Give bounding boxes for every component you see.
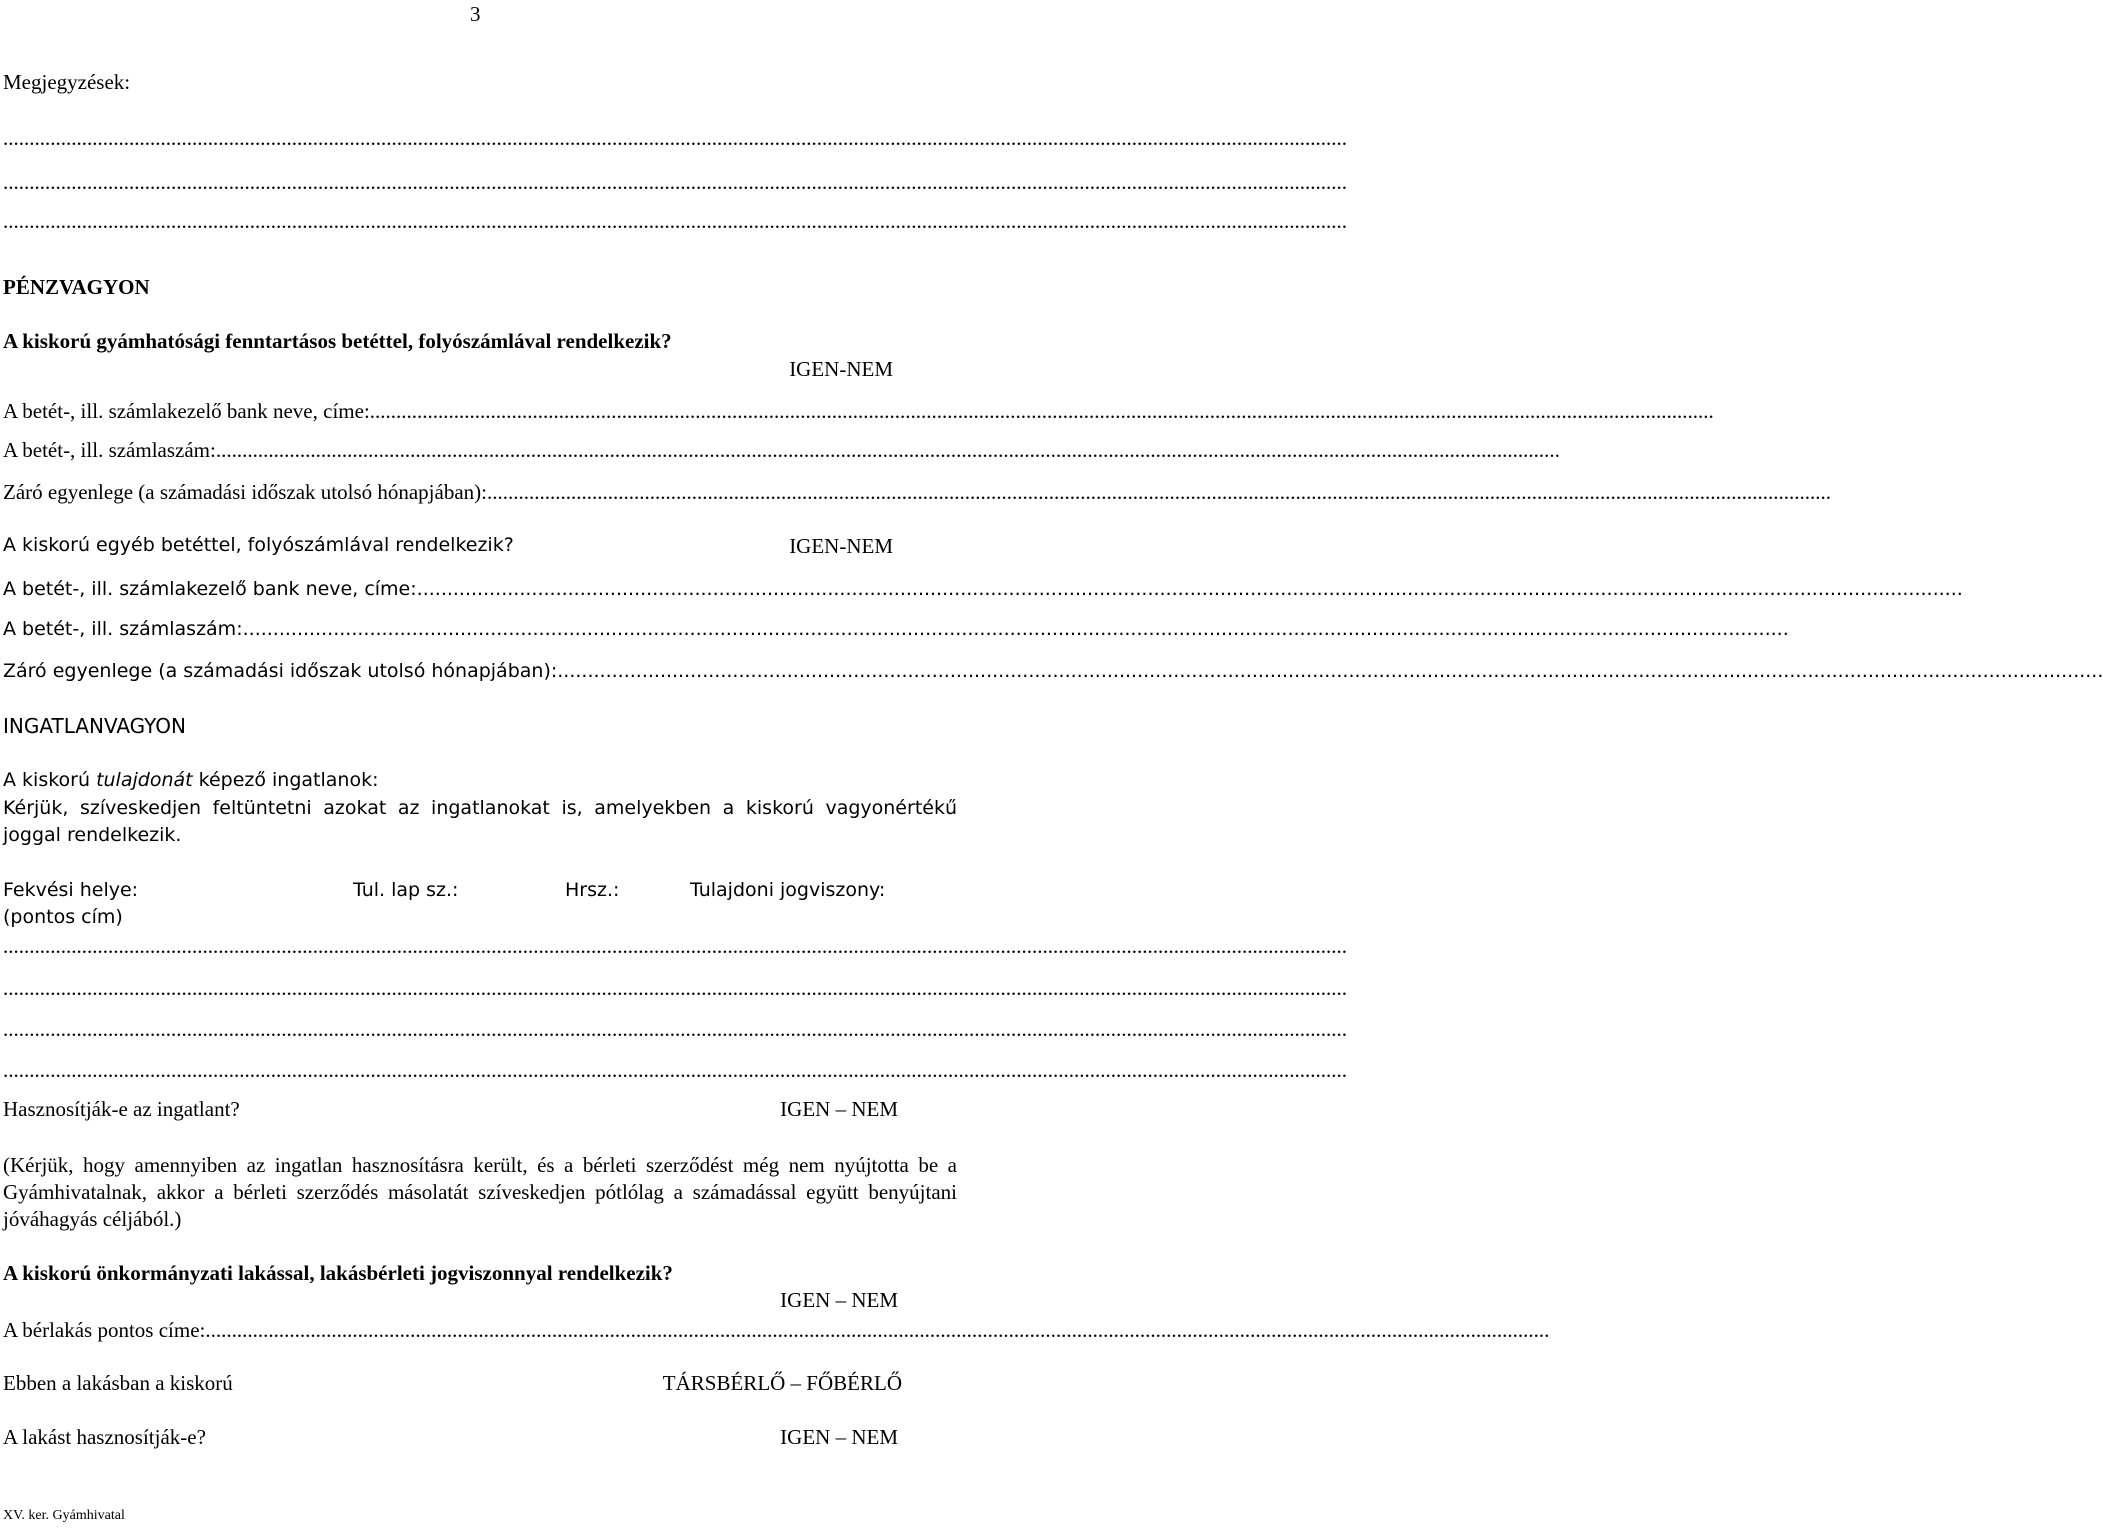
role-options: TÁRSBÉRLŐ – FŐBÉRLŐ [662, 1371, 902, 1395]
bank-name-dots-2: ................................................................................................................................................................................................................................................................ [416, 578, 1963, 600]
money-answer-1: IGEN-NEM [789, 357, 893, 381]
rental-address-dots: ................................................................................................................................................................................................................................................................ [205, 1318, 1550, 1342]
column-location: Fekvési helye: [3, 879, 139, 901]
column-lot: Hrsz.: [565, 879, 620, 901]
property-subheading-colon: : [372, 769, 379, 791]
rental-address-label: A bérlakás pontos címe: [3, 1318, 206, 1342]
property-subheading-part-1: A kiskorú [3, 769, 97, 791]
account-number-field-2 [3, 618, 1789, 640]
rental-address-field [3, 1318, 1550, 1342]
money-heading: PÉNZVAGYON [3, 275, 150, 299]
property-line-3: ................................................................................................................................................................................................................................................................ [3, 1017, 1347, 1041]
money-answer-2: IGEN-NEM [789, 534, 893, 558]
bank-name-label-2: A betét-, ill. számlakezelő bank neve, címe: [3, 578, 417, 600]
use-note: (Kérjük, hogy amennyiben az ingatlan hasznosításra került, és a bérleti szerződést még nem nyújtotta be a Gyámhivatalnak, akkor a bérleti szerződés másolatát szíveskedjen pótlólag a számadással együtt benyújtani jóváhagyás céljából.) [3, 1153, 957, 1231]
bank-name-dots: ................................................................................................................................................................................................................................................................ [369, 399, 1714, 423]
account-number-dots: ................................................................................................................................................................................................................................................................ [215, 438, 1560, 462]
balance-label-2: Záró egyenlege (a számadási időszak utolsó hónapjában): [3, 660, 558, 682]
notes-line-3: ................................................................................................................................................................................................................................................................ [3, 209, 1347, 233]
column-sheet: Tul. lap sz.: [353, 879, 459, 901]
balance-dots: ................................................................................................................................................................................................................................................................ [486, 480, 1831, 504]
money-question-1: A kiskorú gyámhatósági fenntartásos betéttel, folyószámlával rendelkezik? [3, 329, 672, 353]
bank-name-field-2 [3, 578, 1963, 600]
property-line-1: ................................................................................................................................................................................................................................................................ [3, 934, 1347, 958]
bank-name-label: A betét-, ill. számlakezelő bank neve, címe: [3, 399, 370, 423]
account-number-dots-2: ................................................................................................................................................................................................................................................................ [242, 618, 1789, 640]
property-line-2: ................................................................................................................................................................................................................................................................ [3, 976, 1347, 1000]
bank-name-field [3, 399, 1714, 423]
sublet-answer: IGEN – NEM [780, 1425, 898, 1449]
balance-field-2 [3, 660, 2103, 682]
account-number-field [3, 438, 1560, 462]
balance-field [3, 480, 1831, 504]
property-instruction: Kérjük, szíveskedjen feltüntetni azokat az ingatlanokat is, amelyekben a kiskorú vagyonértékű joggal rendelkezik. [3, 797, 957, 846]
notes-line-1: ................................................................................................................................................................................................................................................................ [3, 126, 1347, 150]
property-subheading [3, 771, 379, 790]
balance-dots-2: ................................................................................................................................................................................................................................................................ [557, 660, 2103, 682]
page-number: 3 [470, 2, 481, 26]
footer-office: XV. ker. Gyámhivatal [3, 1508, 125, 1523]
account-number-label: A betét-, ill. számlaszám: [3, 438, 216, 462]
notes-label: Megjegyzések: [3, 70, 131, 94]
use-answer: IGEN – NEM [780, 1097, 898, 1121]
use-question: Hasznosítják-e az ingatlant? [3, 1097, 240, 1121]
account-number-label-2: A betét-, ill. számlaszám: [3, 618, 243, 640]
property-line-4: ................................................................................................................................................................................................................................................................ [3, 1058, 1347, 1082]
housing-answer: IGEN – NEM [780, 1288, 898, 1312]
column-ownership: Tulajdoni jogviszony: [690, 879, 886, 901]
property-subheading-part-2: képező ingatlanok [192, 769, 373, 791]
notes-line-2: ................................................................................................................................................................................................................................................................ [3, 170, 1347, 194]
housing-question: A kiskorú önkormányzati lakással, lakásbérleti jogviszonnyal rendelkezik? [3, 1261, 673, 1285]
sublet-question: A lakást hasznosítják-e? [3, 1425, 206, 1449]
property-subheading-italic: tulajdonát [96, 769, 193, 791]
role-label: Ebben a lakásban a kiskorú [3, 1371, 233, 1395]
column-location-note: (pontos cím) [3, 906, 123, 928]
money-question-2: A kiskorú egyéb betéttel, folyószámlával rendelkezik? [3, 534, 514, 556]
property-heading: INGATLANVAGYON [3, 714, 187, 738]
balance-label: Záró egyenlege (a számadási időszak utolsó hónapjában): [3, 480, 487, 504]
